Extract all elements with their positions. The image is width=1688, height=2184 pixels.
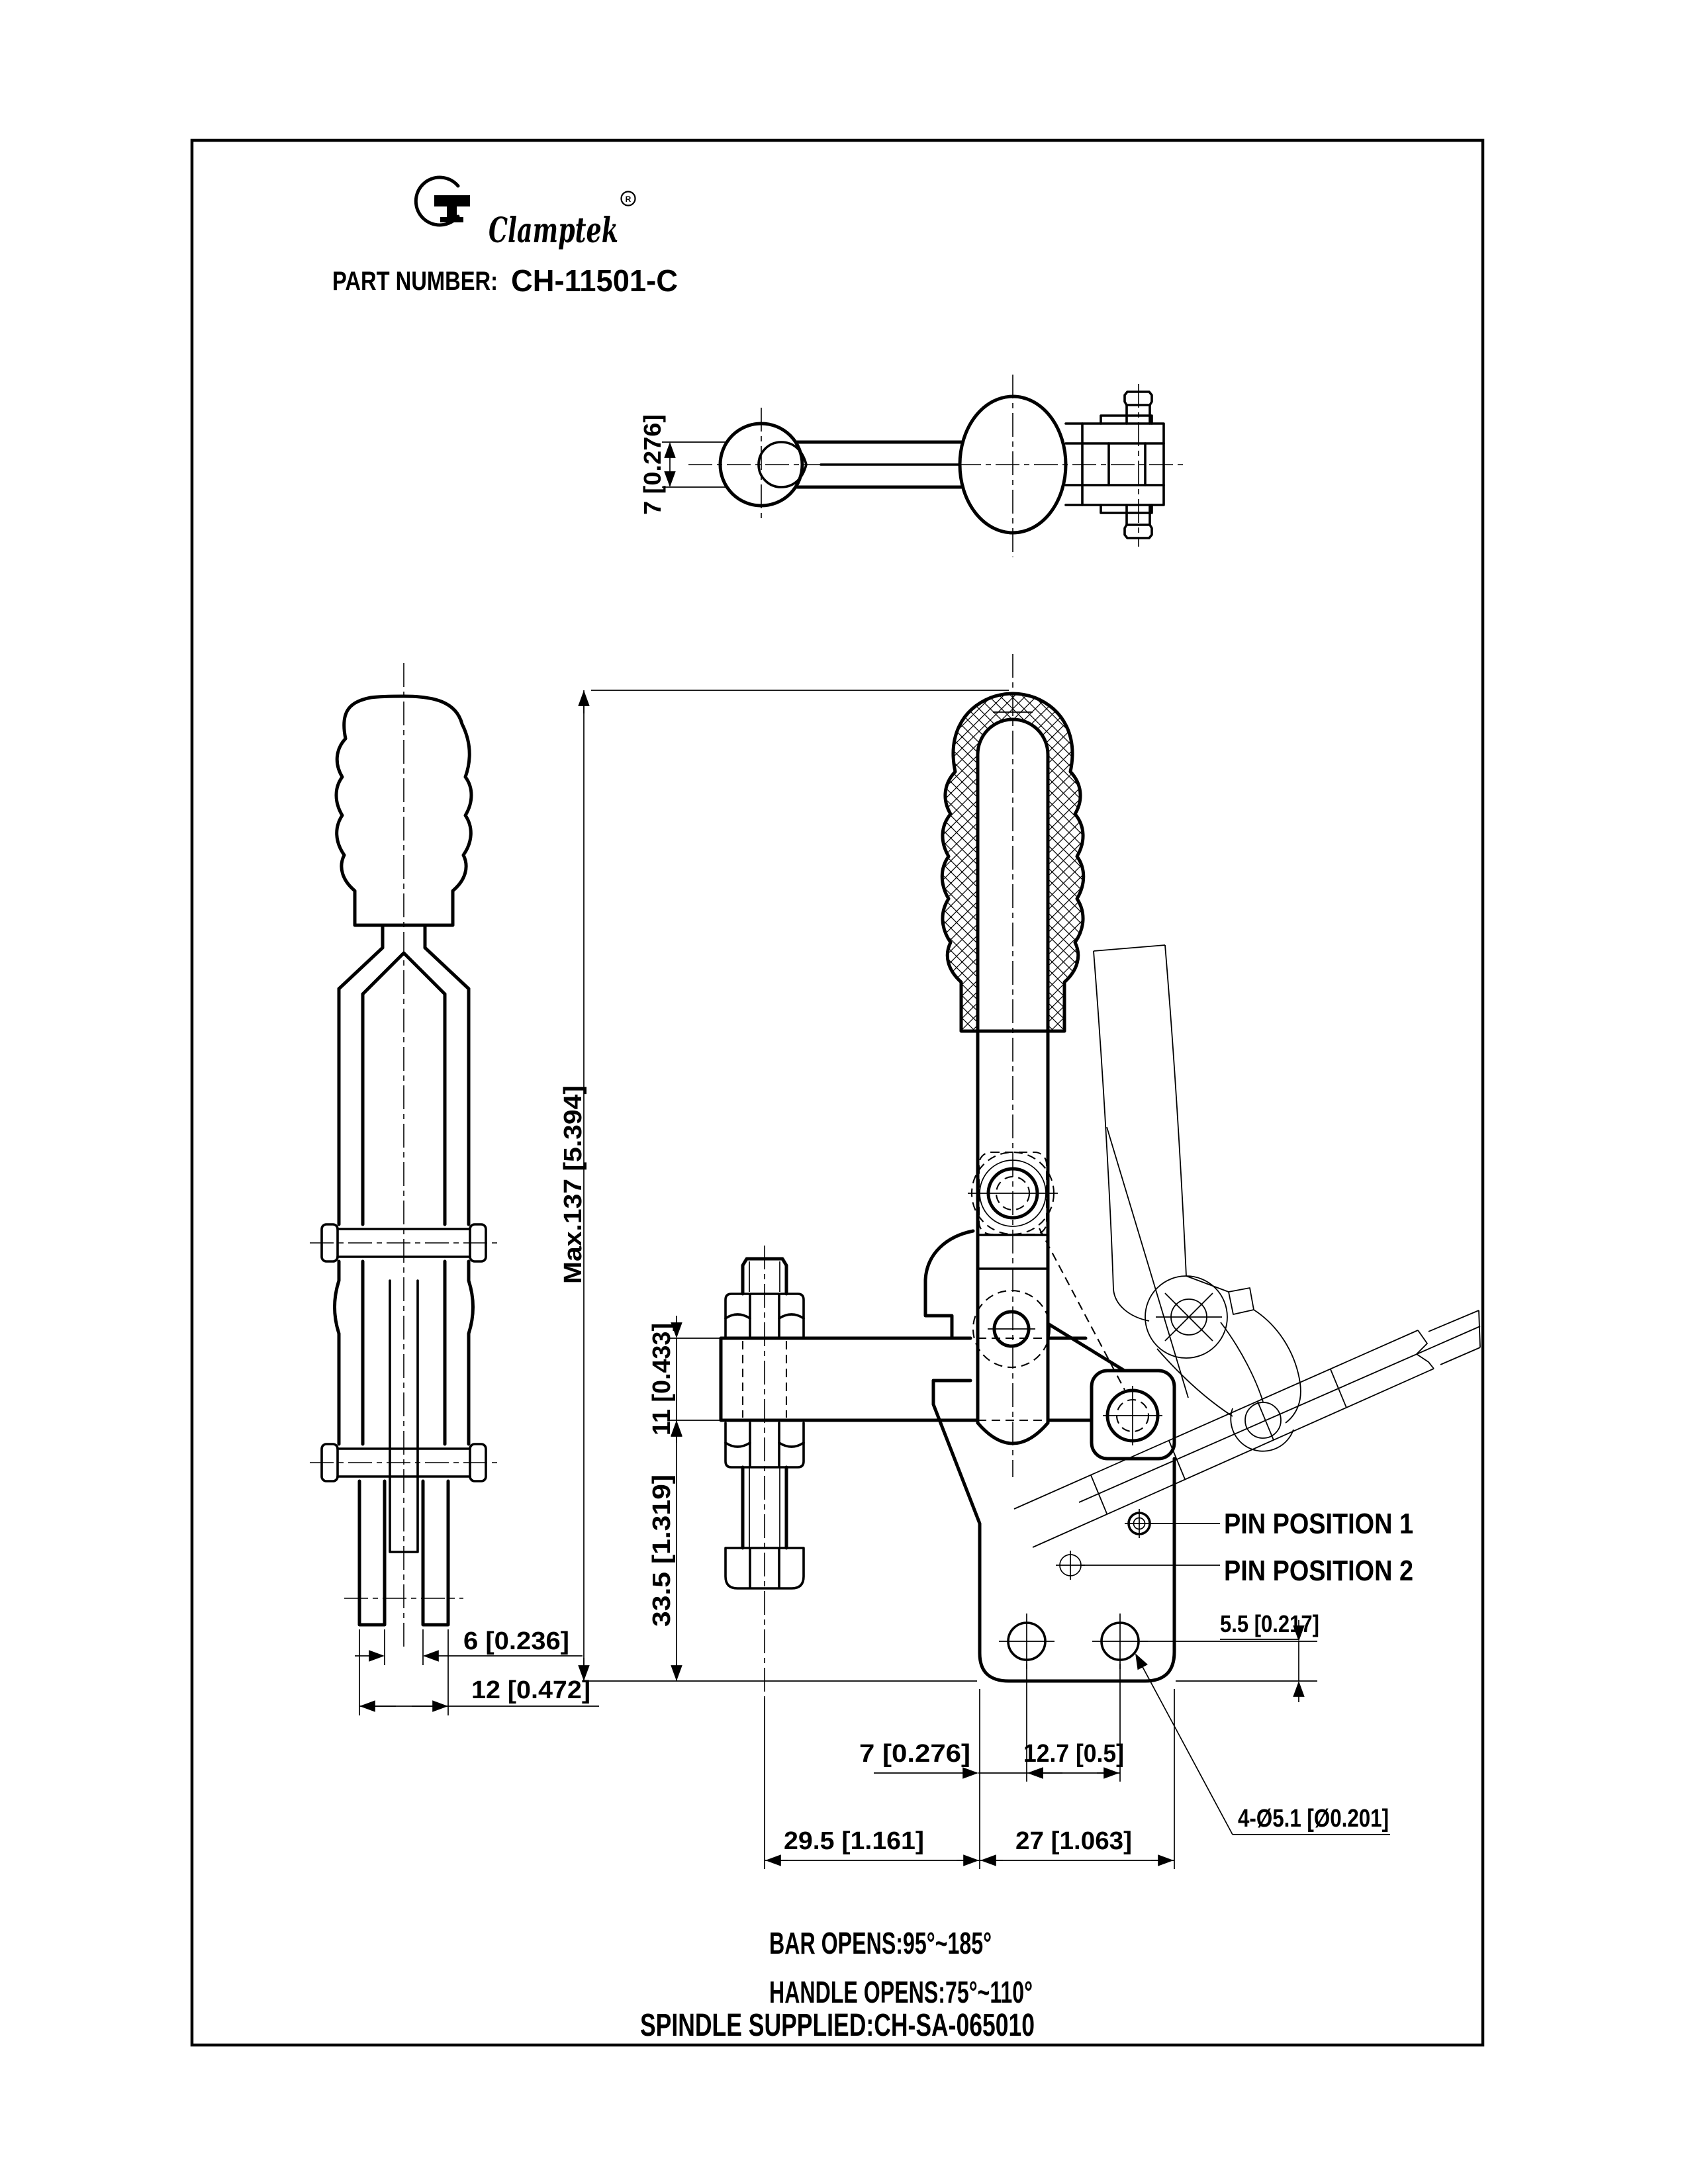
top-view (639, 375, 1186, 557)
note-bar-opens: BAR OPENS:95°~185° (769, 1926, 992, 1960)
brand-name: Clamptek (489, 210, 618, 251)
phantom-open-position (1014, 945, 1480, 1547)
phantom-hole-1-cross (1156, 1293, 1222, 1341)
front-view (721, 654, 1174, 1698)
logo-g-foot (440, 217, 463, 222)
phantom-link-trace (1107, 1127, 1188, 1398)
part-number-value: CH-11501-C (511, 263, 678, 298)
dim-hole-height: 5.5 [0.217] (1220, 1610, 1319, 1637)
part-number-label: PART NUMBER: (332, 267, 498, 296)
pin-position-2-label: PIN POSITION 2 (1224, 1555, 1413, 1587)
dim-hole-spacing: 12.7 [0.5] (1023, 1740, 1124, 1768)
mount-hole-crosslines (999, 1614, 1148, 1669)
dim-fork-width: 12 [0.472] (471, 1676, 590, 1704)
pin-position-1-label: PIN POSITION 1 (1224, 1508, 1413, 1540)
registered-r: R (625, 195, 632, 204)
dim-edge-to-hole: 7 [0.276] (859, 1740, 970, 1768)
annotations (1081, 1508, 1413, 1587)
phantom-lever-notch (1229, 1288, 1254, 1314)
notes (640, 1926, 1035, 2043)
phantom-lever-outer-edge (1254, 1310, 1301, 1423)
phantom-handle-top (1094, 945, 1165, 951)
bracket-gusset-edge (1048, 1324, 1123, 1370)
pin-position-1-cross (1125, 1509, 1154, 1538)
side-view (310, 663, 599, 1715)
drawing-frame (192, 140, 1483, 2045)
phantom-link-hole-2 (1245, 1402, 1281, 1438)
phantom-bar-centerline (1079, 1326, 1480, 1502)
dim-fork-gap: 6 [0.236] (463, 1627, 569, 1655)
dim-spindle-drop: 33.5 [1.319] (648, 1491, 676, 1627)
phantom-handle-right-edge (1165, 945, 1229, 1292)
note-handle-opens: HANDLE OPENS:75°~110° (769, 1975, 1033, 2009)
dim-spindle-to-edge: 29.5 [1.161] (784, 1827, 924, 1855)
bar-holder-hook (925, 1231, 973, 1338)
logo-g-bar (434, 195, 470, 206)
clamp-bar-right (1048, 1338, 1090, 1420)
dim-max-height: Max.137 [5.394] (559, 1099, 587, 1284)
link-pivot-crosslines (1103, 1386, 1162, 1445)
note-spindle-supplied: SPINDLE SUPPLIED:CH-SA-065010 (640, 2008, 1035, 2043)
phantom-bar-break (1417, 1330, 1434, 1369)
dim-eye-width: 7 [0.276] (639, 419, 666, 515)
dim-base-width: 27 [1.063] (1015, 1827, 1132, 1855)
dim-mount-holes: 4-Ø5.1 [Ø0.201] (1238, 1805, 1389, 1833)
dim-bar-thickness: 11 [0.433] (648, 1322, 676, 1435)
phantom-handle-left-edge (1094, 951, 1149, 1321)
pin-position-2-cross (1056, 1551, 1085, 1580)
logo-block (332, 177, 678, 298)
